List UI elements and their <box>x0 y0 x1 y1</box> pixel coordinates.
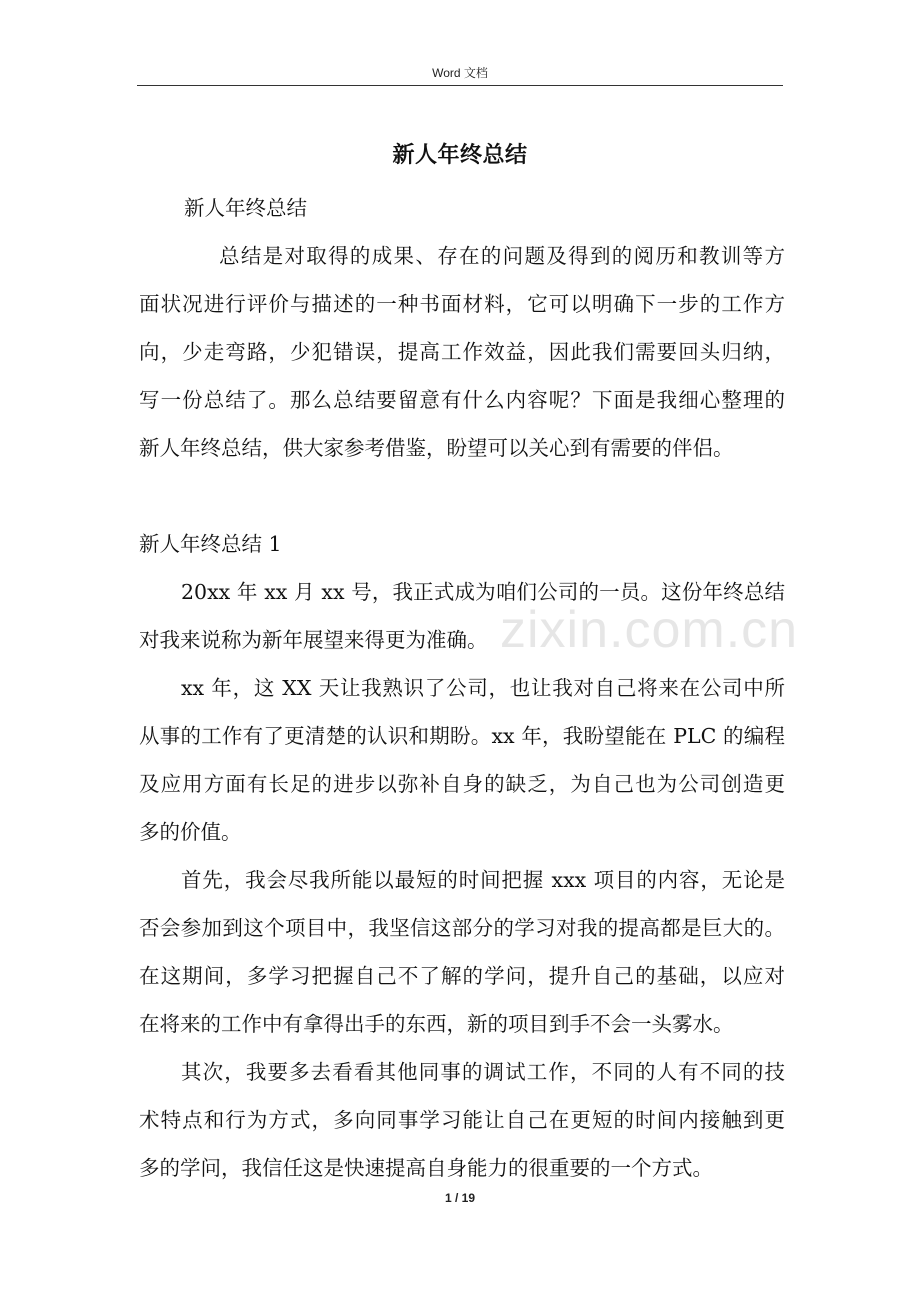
paragraph-line: 术特点和行为方式，多向同事学习能让自己在更短的时间内接触到更 <box>139 1108 785 1132</box>
watermark: zixin.com.cn <box>500 601 799 659</box>
page-number: 1 / 19 <box>444 1191 476 1205</box>
intro-line: 面状况进行评价与描述的一种书面材料，它可以明确下一步的工作方 <box>139 292 785 316</box>
paragraph-line: 对我来说称为新年展望来得更为准确。 <box>139 628 488 652</box>
paragraph-line: 其次，我要多去看看其他同事的调试工作，不同的人有不同的技 <box>181 1060 785 1084</box>
paragraph-line: xx 年，这 XX 天让我熟识了公司，也让我对自己将来在公司中所 <box>181 676 785 700</box>
intro-line: 新人年终总结，供大家参考借鉴，盼望可以关心到有需要的伴侣。 <box>139 436 734 460</box>
paragraph-line: 从事的工作有了更清楚的认识和期盼。xx 年，我盼望能在 PLC 的编程 <box>139 724 785 748</box>
intro-line: 写一份总结了。那么总结要留意有什么内容呢？下面是我细心整理的 <box>139 388 785 412</box>
paragraph-line: 20xx 年 xx 月 xx 号，我正式成为咱们公司的一员。这份年终总结 <box>181 580 785 604</box>
paragraph-line: 在这期间，多学习把握自己不了解的学问，提升自己的基础，以应对 <box>139 964 785 988</box>
document-title: 新人年终总结 <box>392 142 528 168</box>
document-body <box>139 188 785 1196</box>
paragraph-line: 及应用方面有长足的进步以弥补自身的缺乏，为自己也为公司创造更 <box>139 772 785 796</box>
document-subtitle: 新人年终总结 <box>184 196 307 220</box>
header-divider <box>137 85 783 86</box>
paragraph-line: 多的学问，我信任这是快速提高自身能力的很重要的一个方式。 <box>139 1156 713 1180</box>
section-heading: 新人年终总结 1 <box>139 532 282 556</box>
paragraph <box>139 668 785 860</box>
paragraph-spacer <box>139 476 785 524</box>
paragraph-line: 多的价值。 <box>139 820 242 844</box>
paragraph <box>139 1052 785 1196</box>
intro-line: 向，少走弯路，少犯错误，提高工作效益，因此我们需要回头归纳， <box>139 340 785 364</box>
intro-line: 总结是对取得的成果、存在的问题及得到的阅历和教训等方 <box>219 244 785 268</box>
page-header: Word 文档 <box>432 66 488 80</box>
paragraph-line: 在将来的工作中有拿得出手的东西，新的项目到手不会一头雾水。 <box>139 1012 734 1036</box>
intro-paragraph <box>139 236 785 476</box>
paragraph-line: 否会参加到这个项目中，我坚信这部分的学习对我的提高都是巨大的。 <box>139 916 785 940</box>
paragraph-line: 首先，我会尽我所能以最短的时间把握 xxx 项目的内容，无论是 <box>181 868 785 892</box>
paragraph <box>139 860 785 1052</box>
paragraph <box>139 572 785 668</box>
